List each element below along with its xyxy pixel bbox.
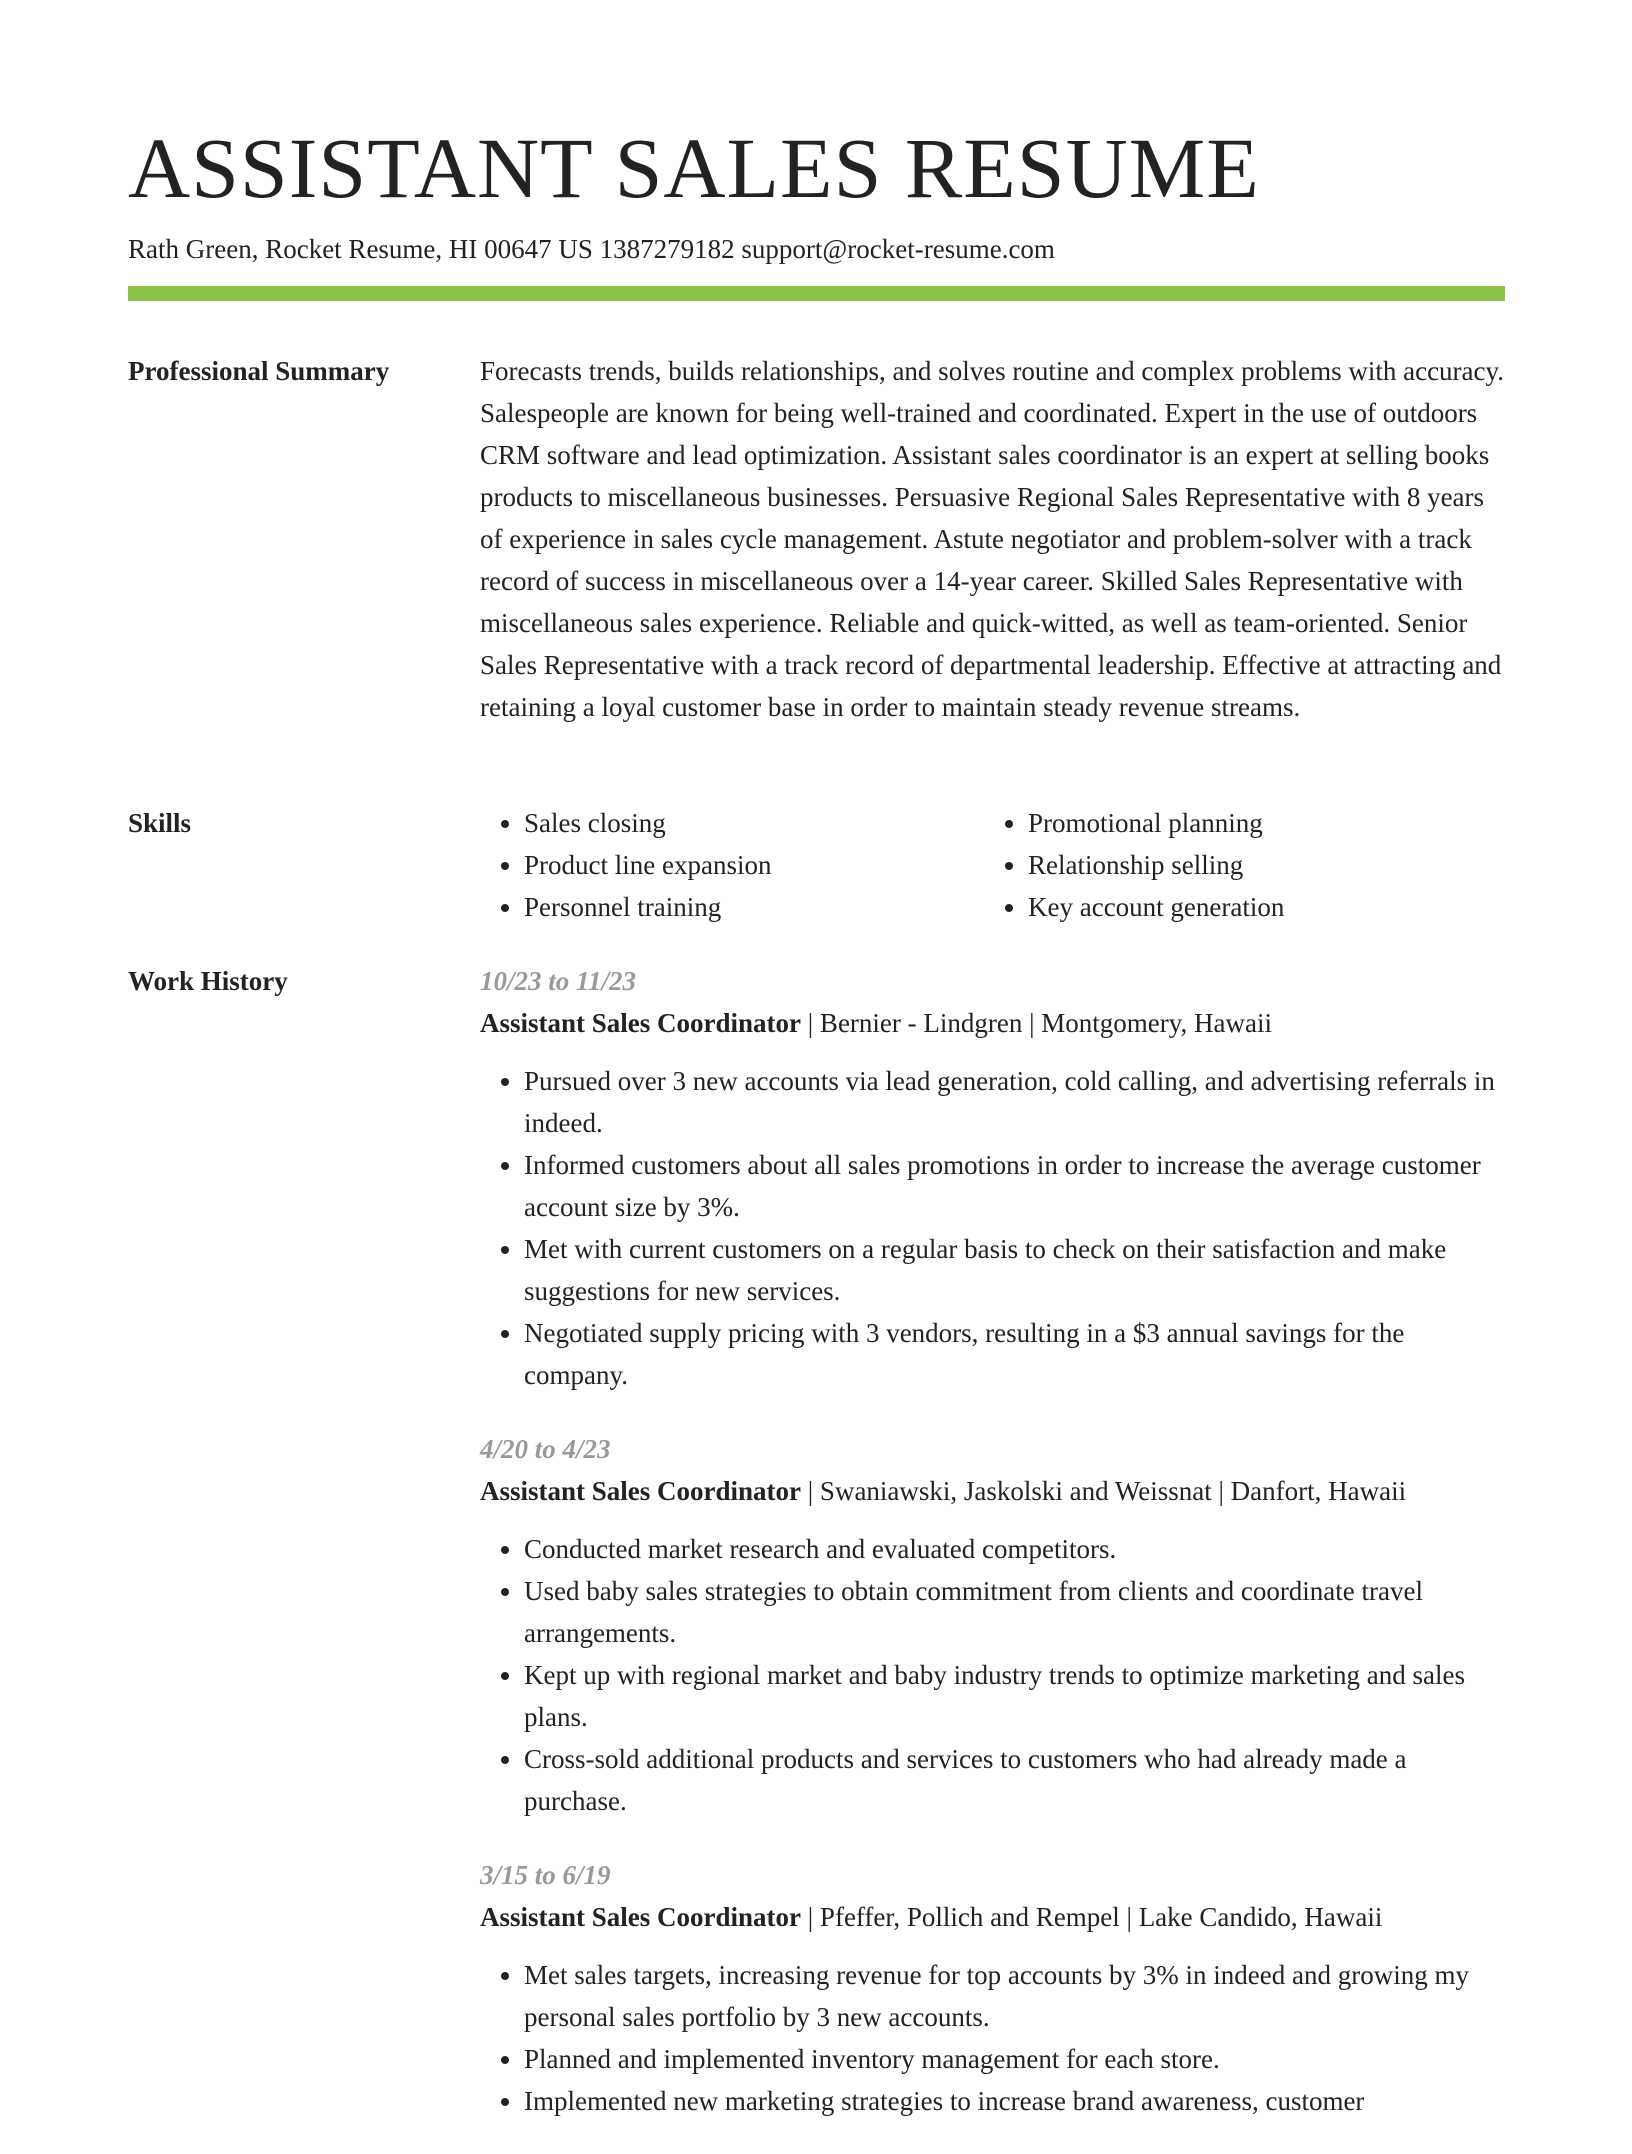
- summary-heading: Professional Summary: [128, 356, 390, 386]
- job-bullets: [480, 1060, 1505, 1396]
- skill-item: • Key account generation: [1028, 886, 1488, 928]
- job-bullet: • Informed customers about all sales promotions in order to increase the average customer account size by 3%.: [524, 1144, 1505, 1228]
- contact-line: Rath Green, Rocket Resume, HI 00647 US 1387279182 support@rocket-resume.com: [128, 234, 1055, 264]
- skill-item: • Product line expansion: [524, 844, 984, 886]
- job-bullet: • Conducted market research and evaluated competitors.: [524, 1528, 1505, 1570]
- job-dates: 3/15 to 6/19: [480, 1860, 611, 1890]
- skills-list-left: [480, 802, 984, 928]
- job-title: Assistant Sales Coordinator: [480, 1008, 802, 1038]
- skills-list-right: [984, 802, 1488, 928]
- job-details: | Bernier - Lindgren | Montgomery, Hawaii: [801, 1008, 1272, 1038]
- job-details: | Swaniawski, Jaskolski and Weissnat | Danfort, Hawaii: [801, 1476, 1407, 1506]
- job-dates: 10/23 to 11/23: [480, 966, 637, 996]
- skill-item: • Relationship selling: [1028, 844, 1488, 886]
- job-heading: [480, 1896, 1505, 1938]
- job-bullet: • Used baby sales strategies to obtain commitment from clients and coordinate travel arrangements.: [524, 1570, 1505, 1654]
- work-history-heading: Work History: [128, 966, 288, 996]
- skill-item: • Personnel training: [524, 886, 984, 928]
- job-bullets: [480, 1528, 1505, 1822]
- job-details: | Pfeffer, Pollich and Rempel | Lake Candido, Hawaii: [801, 1902, 1383, 1932]
- job-entry: [480, 1854, 1505, 2122]
- job-heading: [480, 1002, 1505, 1044]
- job-bullet: • Cross-sold additional products and services to customers who had already made a purchase.: [524, 1738, 1505, 1822]
- job-bullet: • Planned and implemented inventory management for each store.: [524, 2038, 1505, 2080]
- job-title: Assistant Sales Coordinator: [480, 1476, 802, 1506]
- resume-title: ASSISTANT SALES RESUME: [128, 120, 1260, 216]
- summary-text: Forecasts trends, builds relationships, and solves routine and complex problems with accuracy. Salespeople are known for being well-trained and coordinated. Expert in the use of outdoors CRM software and lead optimization. Assistant sales coordinator is an expert at selling books products to miscellaneous businesses. Persuasive Regional Sales Representative with 8 years of experience in sales cycle management. Astute negotiator and problem-solver with a track record of success in miscellaneous over a 14-year career. Skilled Sales Representative with miscellaneous sales experience. Reliable and quick-witted, as well as team-oriented. Senior Sales Representative with a track record of departmental leadership. Effective at attracting and retaining a loyal customer base in order to maintain steady revenue streams.: [480, 356, 1505, 722]
- job-bullets: [480, 1954, 1505, 2122]
- job-bullet: • Negotiated supply pricing with 3 vendors, resulting in a $3 annual savings for the company.: [524, 1312, 1505, 1396]
- job-bullet: • Kept up with regional market and baby industry trends to optimize marketing and sales plans.: [524, 1654, 1505, 1738]
- job-title: Assistant Sales Coordinator: [480, 1902, 802, 1932]
- skill-item: • Sales closing: [524, 802, 984, 844]
- job-entry: [480, 1428, 1505, 1822]
- skill-item: • Promotional planning: [1028, 802, 1488, 844]
- job-dates: 4/20 to 4/23: [480, 1434, 611, 1464]
- job-bullet: • Pursued over 3 new accounts via lead generation, cold calling, and advertising referrals in indeed.: [524, 1060, 1505, 1144]
- job-bullet: • Implemented new marketing strategies to increase brand awareness, customer: [524, 2080, 1505, 2122]
- job-heading: [480, 1470, 1505, 1512]
- job-entry: [480, 960, 1505, 1396]
- job-bullet: • Met sales targets, increasing revenue for top accounts by 3% in indeed and growing my personal sales portfolio by 3 new accounts.: [524, 1954, 1505, 2038]
- job-bullet: • Met with current customers on a regular basis to check on their satisfaction and make suggestions for new services.: [524, 1228, 1505, 1312]
- accent-divider: [128, 286, 1505, 301]
- skills-heading: Skills: [128, 808, 192, 838]
